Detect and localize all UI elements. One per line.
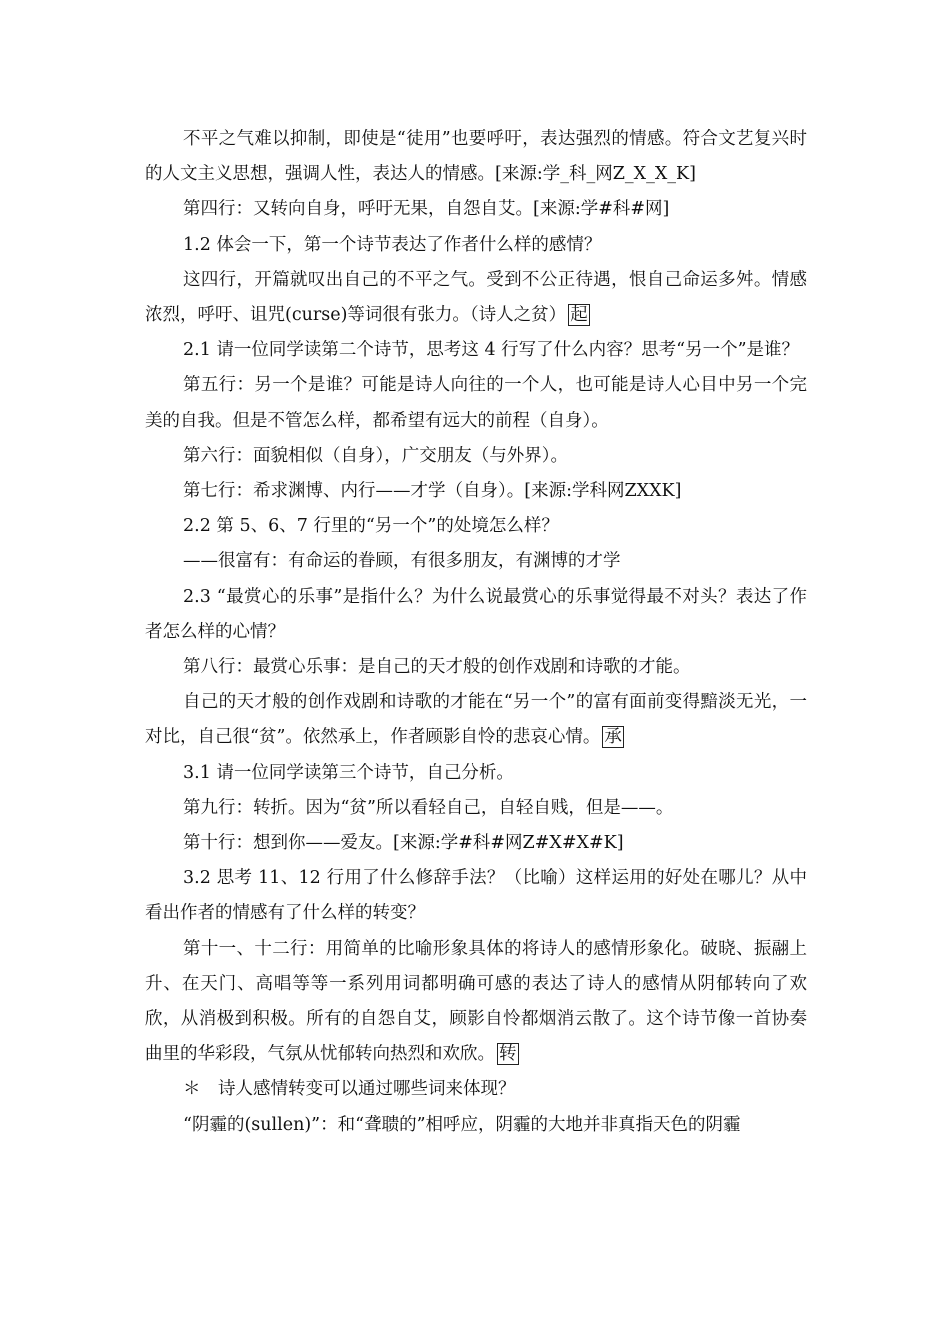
paragraph-text: ＊ 诗人感情转变可以通过哪些词来体现？ bbox=[183, 1079, 516, 1100]
paragraph-text: 第九行：转折。因为“贫”所以看轻自己，自轻自贱，但是——。 bbox=[183, 797, 674, 818]
paragraph bbox=[145, 791, 807, 826]
question-heading bbox=[145, 756, 807, 791]
paragraph bbox=[145, 122, 807, 192]
paragraph-text: 第八行：最赏心乐事：是自己的天才般的创作戏剧和诗歌的才能。 bbox=[183, 657, 691, 678]
paragraph bbox=[145, 439, 807, 474]
question-heading bbox=[145, 861, 807, 931]
paragraph bbox=[145, 1108, 807, 1143]
paragraph-text: 第五行：另一个是谁？可能是诗人向往的一个人，也可能是诗人心目中另一个完美的自我。但是不管怎么样，都希望有远大的前程（自身）。 bbox=[145, 375, 807, 431]
paragraph-text: “阴霾的(sullen)”：和“聋聩的”相呼应，阴霾的大地并非真指天色的阴霾 bbox=[183, 1114, 741, 1135]
paragraph-text: 2.2 第 5、6、7 行里的“另一个”的处境怎么样？ bbox=[183, 516, 559, 537]
paragraph-text: 第七行：希求渊博、内行——才学（自身）。[来源:学科网ZXXK] bbox=[183, 481, 682, 502]
question-heading bbox=[145, 580, 807, 650]
paragraph-text: 第十一、十二行：用简单的比喻形象具体的将诗人的感情形象化。破晓、振翮上升、在天门、高唱等等一系列用词都明确可感的表达了诗人的感情从阴郁转向了欢欣，从消极到积极。所有的自怨自艾，顾影自怜都烟消云散了。这个诗节像一首协奏曲里的华彩段，气氛从忧郁转向热烈和欢欣。 bbox=[145, 938, 807, 1065]
paragraph-text: ——很富有：有命运的眷顾，有很多朋友，有渊博的才学 bbox=[183, 551, 621, 572]
paragraph bbox=[145, 263, 807, 333]
paragraph bbox=[145, 192, 807, 227]
paragraph bbox=[145, 932, 807, 1073]
paragraph bbox=[145, 685, 807, 755]
question-heading bbox=[145, 228, 807, 263]
paragraph-text: 2.3 “最赏心的乐事”是指什么？为什么说最赏心的乐事觉得最不对头？表达了作者怎么样的心情？ bbox=[145, 586, 807, 642]
structure-marker-box: 起 bbox=[570, 305, 588, 326]
paragraph-text: 自己的天才般的创作戏剧和诗歌的才能在“另一个”的富有面前变得黯淡无光，一对比，自己很“贫”。依然承上，作者顾影自怜的悲哀心情。 bbox=[145, 692, 807, 748]
paragraph-text: 第六行：面貌相似（自身），广交朋友（与外界）。 bbox=[183, 445, 568, 466]
paragraph-text: 不平之气难以抑制，即使是“徒用”也要呼吁，表达强烈的情感。符合文艺复兴时的人文主义思想，强调人性，表达人的情感。[来源:学_科_网Z_X_X_K] bbox=[145, 129, 807, 185]
paragraph-text: 3.2 思考 11、12 行用了什么修辞手法？（比喻）这样运用的好处在哪儿？从中看出作者的情感有了什么样的转变？ bbox=[145, 868, 807, 924]
document-body bbox=[145, 122, 807, 1143]
paragraph-text: 3.1 请一位同学读第三个诗节，自己分析。 bbox=[183, 762, 514, 783]
paragraph bbox=[145, 826, 807, 861]
paragraph bbox=[145, 474, 807, 509]
paragraph-text: 第四行：又转向自身，呼吁无果，自怨自艾。[来源:学#科#网] bbox=[183, 199, 670, 220]
paragraph bbox=[145, 368, 807, 438]
question-heading bbox=[145, 333, 807, 368]
paragraph-text: 1.2 体会一下，第一个诗节表达了作者什么样的感情？ bbox=[183, 234, 602, 255]
paragraph-text: 第十行：想到你——爱友。[来源:学#科#网Z#X#X#K] bbox=[183, 833, 624, 854]
structure-marker-box: 转 bbox=[499, 1044, 517, 1065]
question-heading bbox=[145, 509, 807, 544]
paragraph bbox=[145, 650, 807, 685]
structure-marker-box: 承 bbox=[604, 727, 622, 748]
paragraph-text: 2.1 请一位同学读第二个诗节，思考这 4 行写了什么内容？思考“另一个”是谁？ bbox=[183, 340, 800, 361]
question-heading bbox=[145, 1072, 807, 1107]
paragraph bbox=[145, 544, 807, 579]
paragraph-text: 这四行，开篇就叹出自己的不平之气。受到不公正待遇，恨自己命运多舛。情感浓烈，呼吁、诅咒(curse)等词很有张力。（诗人之贫） bbox=[145, 269, 807, 326]
